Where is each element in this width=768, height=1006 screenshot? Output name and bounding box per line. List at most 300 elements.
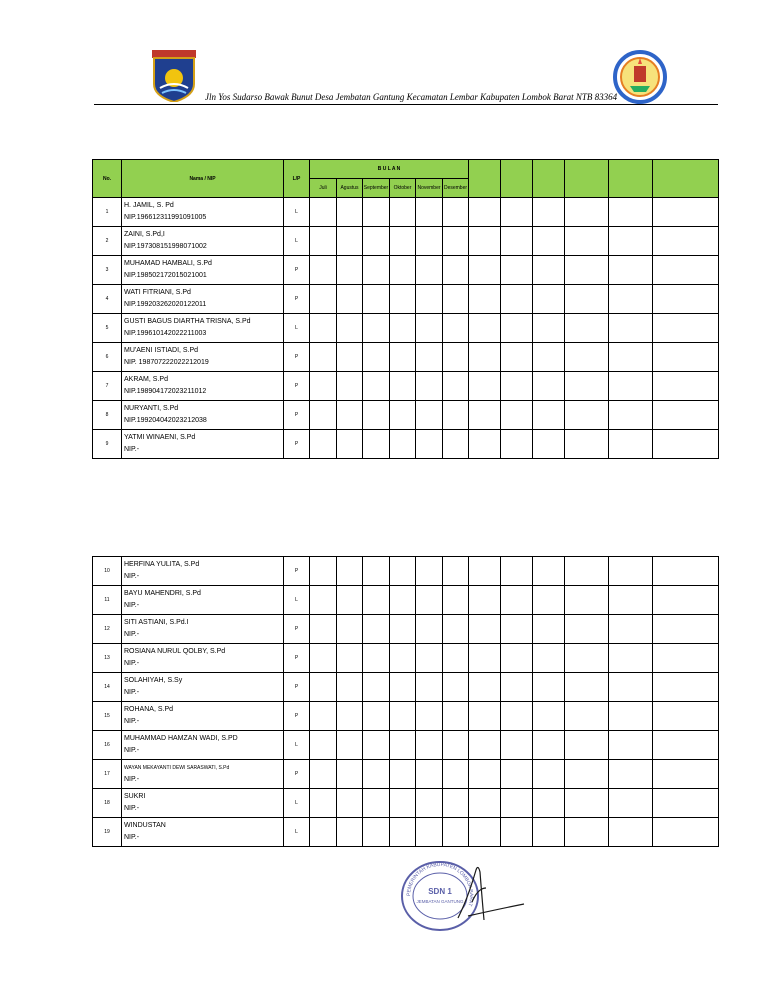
empty-cell (533, 615, 565, 644)
empty-cell (469, 430, 501, 459)
empty-cell (501, 314, 533, 343)
header-month-september: September (363, 179, 390, 198)
empty-cell (501, 673, 533, 702)
teacher-nip: NIP.- (124, 660, 140, 667)
empty-cell (501, 285, 533, 314)
empty-cell (533, 430, 565, 459)
empty-cell (653, 430, 719, 459)
row-number: 9 (93, 430, 122, 459)
empty-cell (416, 343, 443, 372)
empty-cell (501, 256, 533, 285)
empty-cell (363, 227, 390, 256)
teacher-name: MU'AENI ISTIADI, S.Pd (124, 347, 199, 354)
empty-cell (609, 673, 653, 702)
empty-cell (533, 789, 565, 818)
empty-cell (337, 285, 363, 314)
empty-cell (310, 314, 337, 343)
empty-cell (533, 760, 565, 789)
empty-cell (533, 702, 565, 731)
name-nip-cell (122, 256, 284, 285)
empty-cell (653, 818, 719, 847)
empty-cell (310, 702, 337, 731)
empty-cell (501, 644, 533, 673)
row-number: 15 (93, 702, 122, 731)
empty-cell (501, 557, 533, 586)
empty-cell (533, 198, 565, 227)
empty-cell (533, 227, 565, 256)
teacher-nip: NIP.- (124, 573, 140, 580)
empty-cell (390, 372, 416, 401)
row-number: 4 (93, 285, 122, 314)
name-nip-cell (122, 285, 284, 314)
empty-cell (565, 198, 609, 227)
empty-cell (390, 702, 416, 731)
gender-cell: P (284, 673, 310, 702)
empty-cell (337, 314, 363, 343)
teacher-name: SITI ASTIANI, S.Pd.I (124, 619, 189, 626)
empty-cell (416, 557, 443, 586)
gender-cell: P (284, 401, 310, 430)
empty-cell (533, 731, 565, 760)
row-number: 17 (93, 760, 122, 789)
empty-cell (653, 198, 719, 227)
row-number: 8 (93, 401, 122, 430)
empty-cell (443, 586, 469, 615)
empty-cell (443, 198, 469, 227)
empty-cell (337, 557, 363, 586)
teacher-name: HERFINA YULITA, S.Pd (124, 561, 200, 568)
empty-cell (443, 702, 469, 731)
teacher-name: ROSIANA NURUL QOLBY, S.Pd (124, 648, 226, 655)
name-nip-cell (122, 615, 284, 644)
empty-cell (609, 256, 653, 285)
empty-cell (609, 198, 653, 227)
empty-cell (416, 314, 443, 343)
empty-cell (469, 789, 501, 818)
name-nip-cell (122, 818, 284, 847)
empty-cell (533, 285, 565, 314)
empty-cell (363, 343, 390, 372)
empty-cell (416, 702, 443, 731)
table-row (93, 314, 719, 343)
empty-cell (363, 818, 390, 847)
name-nip-cell (122, 343, 284, 372)
table-row (93, 673, 719, 702)
header-month-oktober: Oktober (390, 179, 416, 198)
empty-cell (416, 673, 443, 702)
gender-cell: P (284, 256, 310, 285)
teacher-name: BAYU MAHENDRI, S.Pd (124, 590, 201, 597)
gender-cell: L (284, 731, 310, 760)
row-number: 2 (93, 227, 122, 256)
empty-cell (310, 227, 337, 256)
header-month-juli: Juli (310, 179, 337, 198)
empty-cell (653, 343, 719, 372)
stamp-ring-text: PEMERINTAH KABUPATEN LOMBOK BARAT (405, 861, 475, 907)
header-bulan: B U L A N (310, 160, 469, 179)
name-nip-cell (122, 401, 284, 430)
empty-cell (363, 702, 390, 731)
teacher-name: AKRAM, S.Pd (124, 376, 168, 383)
gender-cell: P (284, 702, 310, 731)
teacher-nip: NIP.198502172015021001 (124, 272, 207, 279)
empty-cell (565, 343, 609, 372)
teacher-nip: NIP.197308151998071002 (124, 243, 207, 250)
row-number: 10 (93, 557, 122, 586)
empty-cell (501, 343, 533, 372)
row-number: 12 (93, 615, 122, 644)
gender-cell: L (284, 818, 310, 847)
empty-cell (469, 818, 501, 847)
teacher-nip: NIP.- (124, 631, 140, 638)
empty-cell (390, 644, 416, 673)
empty-cell (363, 760, 390, 789)
table-row (93, 760, 719, 789)
empty-cell (609, 430, 653, 459)
empty-cell (416, 401, 443, 430)
gender-cell: L (284, 789, 310, 818)
empty-cell (469, 760, 501, 789)
teacher-name: SUKRI (124, 793, 146, 800)
name-nip-cell (122, 372, 284, 401)
empty-cell (363, 198, 390, 227)
row-number: 3 (93, 256, 122, 285)
empty-cell (337, 372, 363, 401)
empty-cell (565, 673, 609, 702)
empty-cell (443, 256, 469, 285)
empty-cell (469, 256, 501, 285)
school-address: Jln Yos Sudarso Bawak Bunut Desa Jembatan Gantung Kecamatan Lembar Kabupaten Lombok Barat NTB 83364 (205, 92, 618, 102)
empty-cell (653, 644, 719, 673)
empty-cell (310, 557, 337, 586)
header-month-agustus: Agustus (337, 179, 363, 198)
empty-cell (390, 673, 416, 702)
empty-cell (501, 198, 533, 227)
gender-cell: P (284, 760, 310, 789)
table-row (93, 343, 719, 372)
empty-cell (565, 256, 609, 285)
empty-cell (390, 586, 416, 615)
empty-cell (501, 818, 533, 847)
empty-cell (443, 430, 469, 459)
name-nip-cell (122, 430, 284, 459)
header-month-desember: Desember (443, 179, 469, 198)
teacher-name: H. JAMIL, S. Pd (124, 202, 174, 209)
empty-cell (609, 586, 653, 615)
empty-cell (653, 401, 719, 430)
empty-cell (310, 430, 337, 459)
empty-cell (443, 673, 469, 702)
empty-cell (390, 731, 416, 760)
empty-cell (469, 615, 501, 644)
teacher-name: MUHAMAD HAMBALI, S.Pd (124, 260, 212, 267)
empty-cell (609, 818, 653, 847)
empty-cell (501, 789, 533, 818)
gender-cell: P (284, 615, 310, 644)
empty-cell (310, 285, 337, 314)
empty-cell (609, 401, 653, 430)
teacher-name: WINDUSTAN (124, 822, 166, 829)
empty-cell (337, 401, 363, 430)
empty-cell (363, 285, 390, 314)
teacher-nip: NIP.- (124, 446, 140, 453)
school-stamp-icon (398, 858, 528, 938)
letterhead-divider (94, 104, 718, 105)
empty-cell (609, 615, 653, 644)
teacher-nip: NIP.199204042023212038 (124, 417, 207, 424)
empty-cell (533, 401, 565, 430)
empty-cell (501, 702, 533, 731)
gender-cell: P (284, 644, 310, 673)
empty-cell (653, 557, 719, 586)
empty-cell (565, 372, 609, 401)
empty-cell (565, 557, 609, 586)
table-row (93, 818, 719, 847)
empty-cell (337, 343, 363, 372)
empty-cell (501, 372, 533, 401)
empty-cell (501, 731, 533, 760)
header-no: No. (93, 160, 122, 198)
header-blank (609, 160, 653, 198)
teacher-nip: NIP.199203262020122011 (124, 301, 207, 308)
row-number: 16 (93, 731, 122, 760)
empty-cell (469, 314, 501, 343)
empty-cell (310, 586, 337, 615)
table-row (93, 731, 719, 760)
name-nip-cell (122, 198, 284, 227)
teacher-name: ZAINI, S.Pd,I (124, 231, 165, 238)
empty-cell (443, 557, 469, 586)
empty-cell (310, 401, 337, 430)
empty-cell (501, 760, 533, 789)
signature (458, 867, 524, 920)
empty-cell (363, 586, 390, 615)
empty-cell (310, 343, 337, 372)
empty-cell (653, 760, 719, 789)
empty-cell (443, 227, 469, 256)
empty-cell (565, 401, 609, 430)
teacher-name: GUSTI BAGUS DIARTHA TRISNA, S.Pd (124, 318, 251, 325)
row-number: 11 (93, 586, 122, 615)
gender-cell: P (284, 430, 310, 459)
empty-cell (310, 256, 337, 285)
empty-cell (337, 673, 363, 702)
empty-cell (609, 789, 653, 818)
empty-cell (609, 285, 653, 314)
empty-cell (443, 644, 469, 673)
empty-cell (337, 731, 363, 760)
table-row (93, 615, 719, 644)
empty-cell (501, 586, 533, 615)
row-number: 19 (93, 818, 122, 847)
empty-cell (390, 789, 416, 818)
empty-cell (310, 198, 337, 227)
empty-cell (337, 760, 363, 789)
empty-cell (565, 702, 609, 731)
empty-cell (337, 818, 363, 847)
gender-cell: L (284, 314, 310, 343)
empty-cell (653, 615, 719, 644)
empty-cell (416, 198, 443, 227)
teacher-name: SOLAHIYAH, S.Sy (124, 677, 183, 684)
empty-cell (565, 644, 609, 673)
empty-cell (501, 430, 533, 459)
empty-cell (565, 818, 609, 847)
empty-cell (416, 731, 443, 760)
empty-cell (501, 401, 533, 430)
row-number: 5 (93, 314, 122, 343)
empty-cell (653, 285, 719, 314)
empty-cell (653, 673, 719, 702)
header-blank (469, 160, 501, 198)
teacher-nip: NIP.- (124, 747, 140, 754)
empty-cell (310, 760, 337, 789)
empty-cell (609, 644, 653, 673)
empty-cell (390, 557, 416, 586)
header-blank (653, 160, 719, 198)
empty-cell (533, 818, 565, 847)
table-row (93, 586, 719, 615)
empty-cell (390, 401, 416, 430)
empty-cell (363, 372, 390, 401)
gender-cell: P (284, 557, 310, 586)
empty-cell (337, 615, 363, 644)
empty-cell (609, 557, 653, 586)
empty-cell (565, 586, 609, 615)
name-nip-cell (122, 644, 284, 673)
empty-cell (390, 198, 416, 227)
gender-cell: L (284, 586, 310, 615)
empty-cell (310, 818, 337, 847)
empty-cell (443, 401, 469, 430)
empty-cell (533, 314, 565, 343)
empty-cell (469, 227, 501, 256)
gender-cell: L (284, 227, 310, 256)
name-nip-cell (122, 760, 284, 789)
table-row (93, 557, 719, 586)
empty-cell (653, 586, 719, 615)
table-row (93, 256, 719, 285)
name-nip-cell (122, 314, 284, 343)
teacher-nip: NIP.199610142022211003 (124, 330, 207, 337)
empty-cell (390, 615, 416, 644)
empty-cell (501, 227, 533, 256)
empty-cell (469, 644, 501, 673)
empty-cell (469, 702, 501, 731)
empty-cell (416, 760, 443, 789)
empty-cell (533, 586, 565, 615)
teacher-nip: NIP.198904172023211012 (124, 388, 207, 395)
empty-cell (337, 702, 363, 731)
empty-cell (469, 343, 501, 372)
name-nip-cell (122, 731, 284, 760)
empty-cell (363, 256, 390, 285)
teacher-nip: NIP.- (124, 689, 140, 696)
row-number: 18 (93, 789, 122, 818)
empty-cell (443, 615, 469, 644)
teacher-name: NURYANTI, S.Pd (124, 405, 179, 412)
empty-cell (469, 285, 501, 314)
empty-cell (363, 673, 390, 702)
empty-cell (310, 789, 337, 818)
empty-cell (416, 256, 443, 285)
name-nip-cell (122, 586, 284, 615)
empty-cell (565, 285, 609, 314)
table-row (93, 401, 719, 430)
table-row (93, 789, 719, 818)
school-emblem (612, 50, 668, 104)
empty-cell (609, 343, 653, 372)
empty-cell (390, 314, 416, 343)
empty-cell (565, 731, 609, 760)
empty-cell (337, 586, 363, 615)
empty-cell (416, 789, 443, 818)
empty-cell (609, 372, 653, 401)
empty-cell (337, 644, 363, 673)
stamp-school-location: JEMBATAN GANTUNG (416, 899, 464, 904)
empty-cell (469, 198, 501, 227)
empty-cell (390, 343, 416, 372)
name-nip-cell (122, 789, 284, 818)
empty-cell (565, 615, 609, 644)
empty-cell (533, 256, 565, 285)
name-nip-cell (122, 557, 284, 586)
row-number: 14 (93, 673, 122, 702)
name-nip-cell (122, 673, 284, 702)
empty-cell (363, 731, 390, 760)
row-number: 7 (93, 372, 122, 401)
empty-cell (609, 314, 653, 343)
teacher-name: YATMI WINAENI, S.Pd (124, 434, 196, 441)
row-number: 13 (93, 644, 122, 673)
empty-cell (565, 227, 609, 256)
teacher-nip: NIP.- (124, 834, 140, 841)
empty-cell (416, 818, 443, 847)
table-row (93, 372, 719, 401)
empty-cell (443, 285, 469, 314)
empty-cell (363, 430, 390, 459)
header-blank (501, 160, 533, 198)
empty-cell (390, 227, 416, 256)
table-row (93, 227, 719, 256)
empty-cell (390, 818, 416, 847)
empty-cell (469, 731, 501, 760)
empty-cell (565, 314, 609, 343)
empty-cell (363, 401, 390, 430)
empty-cell (337, 789, 363, 818)
table-row (93, 198, 719, 227)
gender-cell: P (284, 372, 310, 401)
empty-cell (533, 673, 565, 702)
empty-cell (653, 702, 719, 731)
empty-cell (416, 372, 443, 401)
empty-cell (443, 760, 469, 789)
name-nip-cell (122, 702, 284, 731)
header-nama-nip: Nama / NIP (122, 160, 284, 198)
empty-cell (363, 789, 390, 818)
empty-cell (469, 372, 501, 401)
empty-cell (469, 586, 501, 615)
empty-cell (565, 760, 609, 789)
regency-logo (150, 50, 198, 102)
empty-cell (533, 343, 565, 372)
empty-cell (337, 430, 363, 459)
header-lp: L/P (284, 160, 310, 198)
teacher-name: MUHAMMAD HAMZAN WADI, S.PD (124, 735, 238, 742)
table-body-part-2 (93, 557, 719, 847)
empty-cell (390, 256, 416, 285)
empty-cell (337, 256, 363, 285)
